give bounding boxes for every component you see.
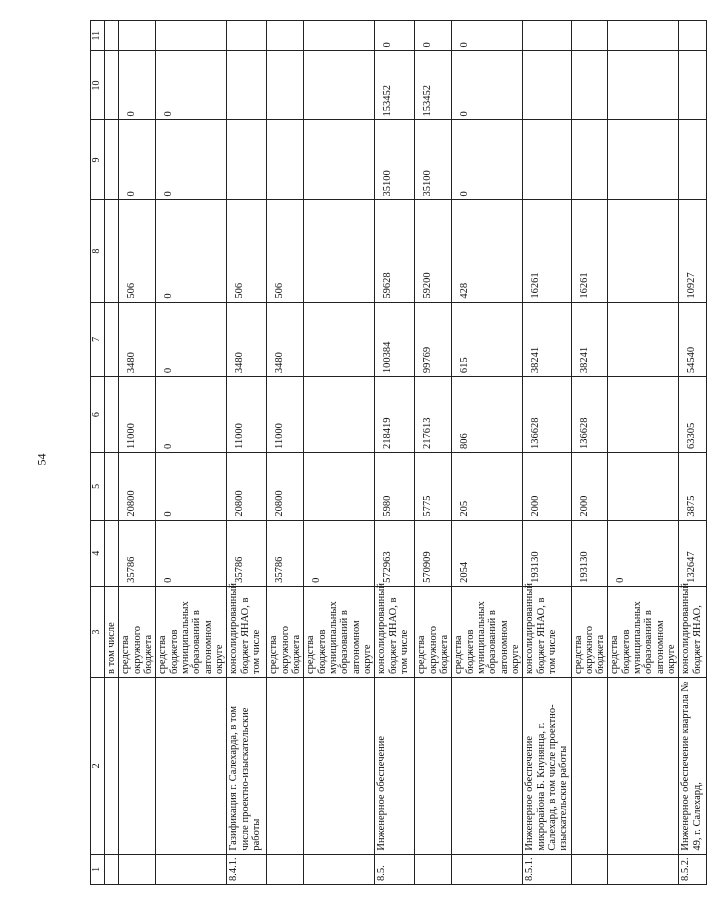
table-cell xyxy=(304,453,375,521)
table-cell: Инженерное обеспечение xyxy=(375,677,415,854)
table-cell: 35100 xyxy=(415,120,452,200)
table-cell xyxy=(105,120,119,200)
table-cell: консолидированный бюджет ЯНАО, xyxy=(679,586,707,677)
table-row xyxy=(304,21,375,885)
column-header: 6 xyxy=(91,377,105,453)
table-cell: средства бюджетов муниципальных образований в автономном округе xyxy=(608,586,679,677)
column-header: 11 xyxy=(91,21,105,51)
table-cell: средства окружного бюджета xyxy=(267,586,304,677)
table-cell xyxy=(105,677,119,854)
table-cell xyxy=(452,677,523,854)
table-cell: 136628 xyxy=(571,377,608,453)
table-cell xyxy=(679,21,707,51)
table-cell: 193130 xyxy=(571,520,608,586)
table-cell xyxy=(119,21,156,51)
table-cell xyxy=(227,51,267,120)
table-cell xyxy=(608,377,679,453)
table-cell: 63305 xyxy=(679,377,707,453)
table-cell: 5980 xyxy=(375,453,415,521)
table-cell xyxy=(304,51,375,120)
table-cell xyxy=(452,854,523,884)
table-cell: 193130 xyxy=(523,520,571,586)
table-cell xyxy=(571,677,608,854)
table-cell xyxy=(105,520,119,586)
table-cell: 506 xyxy=(119,200,156,302)
table-cell: Газификация г. Салехарда, в том числе проектно-изыскательские работы xyxy=(227,677,267,854)
table-row xyxy=(227,21,267,885)
table-cell: 3480 xyxy=(267,302,304,377)
table-cell xyxy=(267,120,304,200)
table-cell: 10927 xyxy=(679,200,707,302)
table-cell xyxy=(304,302,375,377)
table-cell: 0 xyxy=(156,120,227,200)
table-cell xyxy=(267,21,304,51)
column-header: 4 xyxy=(91,520,105,586)
table-cell: средства окружного бюджета xyxy=(415,586,452,677)
table-cell: 136628 xyxy=(523,377,571,453)
table-cell: 0 xyxy=(608,520,679,586)
table-cell: 8.5.2. xyxy=(679,854,707,884)
table-cell xyxy=(571,51,608,120)
table-row xyxy=(523,21,571,885)
table-cell: 20800 xyxy=(267,453,304,521)
table-cell xyxy=(105,377,119,453)
table-row xyxy=(105,21,119,885)
table-cell: 0 xyxy=(415,21,452,51)
column-header: 7 xyxy=(91,302,105,377)
table-cell: 38241 xyxy=(523,302,571,377)
table-cell: 570909 xyxy=(415,520,452,586)
table-cell: 428 xyxy=(452,200,523,302)
table-cell: 0 xyxy=(156,51,227,120)
table-cell xyxy=(679,51,707,120)
rotated-table-container xyxy=(90,20,707,885)
table-cell xyxy=(105,21,119,51)
column-header: 8 xyxy=(91,200,105,302)
table-cell xyxy=(227,21,267,51)
table-row xyxy=(571,21,608,885)
table-cell xyxy=(608,120,679,200)
table-row xyxy=(608,21,679,885)
table-cell: 20800 xyxy=(227,453,267,521)
table-cell: 572963 xyxy=(375,520,415,586)
table-cell: 8.4.1. xyxy=(227,854,267,884)
column-header: 9 xyxy=(91,120,105,200)
table-cell xyxy=(119,677,156,854)
table-cell: 0 xyxy=(452,21,523,51)
table-cell: 2054 xyxy=(452,520,523,586)
table-cell xyxy=(304,677,375,854)
table-cell: 218419 xyxy=(375,377,415,453)
column-header: 3 xyxy=(91,586,105,677)
table-row xyxy=(452,21,523,885)
table-cell: Инженерное обеспечение микрорайона Б. Кнунянца, г. Салехард, в том числе проектно-изыскательские работы xyxy=(523,677,571,854)
table-cell xyxy=(105,854,119,884)
table-cell: 506 xyxy=(227,200,267,302)
table-cell: 20800 xyxy=(119,453,156,521)
table-cell xyxy=(267,51,304,120)
column-header: 10 xyxy=(91,51,105,120)
table-cell: 0 xyxy=(156,377,227,453)
page-number: 54 xyxy=(34,453,49,466)
table-cell: 153452 xyxy=(375,51,415,120)
table-cell xyxy=(304,120,375,200)
table-cell xyxy=(105,200,119,302)
table-cell: 0 xyxy=(375,21,415,51)
table-cell: средства бюджетов муниципальных образований в автономном округе xyxy=(452,586,523,677)
table-cell xyxy=(571,120,608,200)
table-cell: 217613 xyxy=(415,377,452,453)
table-cell xyxy=(608,854,679,884)
table-body xyxy=(105,21,707,885)
table-cell: 16261 xyxy=(571,200,608,302)
table-cell xyxy=(304,854,375,884)
table-cell: 35786 xyxy=(119,520,156,586)
table-cell: средства бюджетов муниципальных образований в автономном округе xyxy=(304,586,375,677)
table-cell: 8.5. xyxy=(375,854,415,884)
table-cell: 0 xyxy=(156,302,227,377)
table-cell: 3480 xyxy=(119,302,156,377)
table-cell xyxy=(119,854,156,884)
table-cell: 153452 xyxy=(415,51,452,120)
table-cell: 615 xyxy=(452,302,523,377)
table-cell xyxy=(105,453,119,521)
table-cell xyxy=(304,200,375,302)
table-cell xyxy=(156,854,227,884)
table-cell: средства окружного бюджета xyxy=(119,586,156,677)
table-cell: 35786 xyxy=(267,520,304,586)
table-cell: 0 xyxy=(119,120,156,200)
table-cell xyxy=(608,302,679,377)
table-row xyxy=(156,21,227,885)
table-cell xyxy=(608,677,679,854)
table-cell xyxy=(156,677,227,854)
table-row xyxy=(679,21,707,885)
table-cell: 2000 xyxy=(523,453,571,521)
table-cell: 806 xyxy=(452,377,523,453)
table-cell: 11000 xyxy=(227,377,267,453)
table-cell xyxy=(304,377,375,453)
table-cell: 0 xyxy=(304,520,375,586)
table-cell xyxy=(679,120,707,200)
table-cell xyxy=(227,120,267,200)
table-cell: 2000 xyxy=(571,453,608,521)
table-cell xyxy=(608,200,679,302)
table-cell: 0 xyxy=(156,520,227,586)
table-cell: 11000 xyxy=(267,377,304,453)
table-cell xyxy=(523,21,571,51)
table-header-row xyxy=(91,21,105,885)
table-cell xyxy=(105,51,119,120)
table-cell: 59628 xyxy=(375,200,415,302)
table-cell xyxy=(415,677,452,854)
table-cell xyxy=(608,51,679,120)
table-cell: 54540 xyxy=(679,302,707,377)
table-cell: 5775 xyxy=(415,453,452,521)
table-cell: средства бюджетов муниципальных образований в автономном округе xyxy=(156,586,227,677)
table-cell: консолидированный бюджет ЯНАО, в том числе xyxy=(523,586,571,677)
table-cell: Инженерное обеспечение квартала № 49, г. Салехард, xyxy=(679,677,707,854)
table-cell xyxy=(105,302,119,377)
column-header: 2 xyxy=(91,677,105,854)
table-cell: 100384 xyxy=(375,302,415,377)
table-cell xyxy=(415,854,452,884)
table-cell: 59200 xyxy=(415,200,452,302)
table-cell: 99769 xyxy=(415,302,452,377)
table-cell: 0 xyxy=(452,51,523,120)
table-cell xyxy=(267,854,304,884)
table-cell: 0 xyxy=(119,51,156,120)
table-cell: 38241 xyxy=(571,302,608,377)
table-cell xyxy=(156,21,227,51)
table-cell: консолидированный бюджет ЯНАО, в том числе xyxy=(227,586,267,677)
table-cell: 3875 xyxy=(679,453,707,521)
table-cell: 8.5.1. xyxy=(523,854,571,884)
table-cell xyxy=(608,21,679,51)
table-row xyxy=(375,21,415,885)
table-cell: 0 xyxy=(452,120,523,200)
table-cell: консолидированный бюджет ЯНАО, в том числе xyxy=(375,586,415,677)
table-cell: 0 xyxy=(156,200,227,302)
table-cell xyxy=(267,677,304,854)
table-cell xyxy=(571,854,608,884)
table-cell: 11000 xyxy=(119,377,156,453)
table-cell xyxy=(571,21,608,51)
table-cell: средства окружного бюджета xyxy=(571,586,608,677)
table-row xyxy=(415,21,452,885)
table-cell: 205 xyxy=(452,453,523,521)
table-row xyxy=(267,21,304,885)
table-cell: 132647 xyxy=(679,520,707,586)
table-cell: 16261 xyxy=(523,200,571,302)
table-cell: 3480 xyxy=(227,302,267,377)
table-cell: 35786 xyxy=(227,520,267,586)
table-cell: в том числе xyxy=(105,586,119,677)
column-header: 1 xyxy=(91,854,105,884)
table-row xyxy=(119,21,156,885)
table-cell: 0 xyxy=(156,453,227,521)
table-cell xyxy=(523,51,571,120)
column-header: 5 xyxy=(91,453,105,521)
table-cell: 35100 xyxy=(375,120,415,200)
table-cell: 506 xyxy=(267,200,304,302)
table-cell xyxy=(523,120,571,200)
table-cell xyxy=(304,21,375,51)
table-cell xyxy=(608,453,679,521)
budget-table xyxy=(90,20,707,885)
